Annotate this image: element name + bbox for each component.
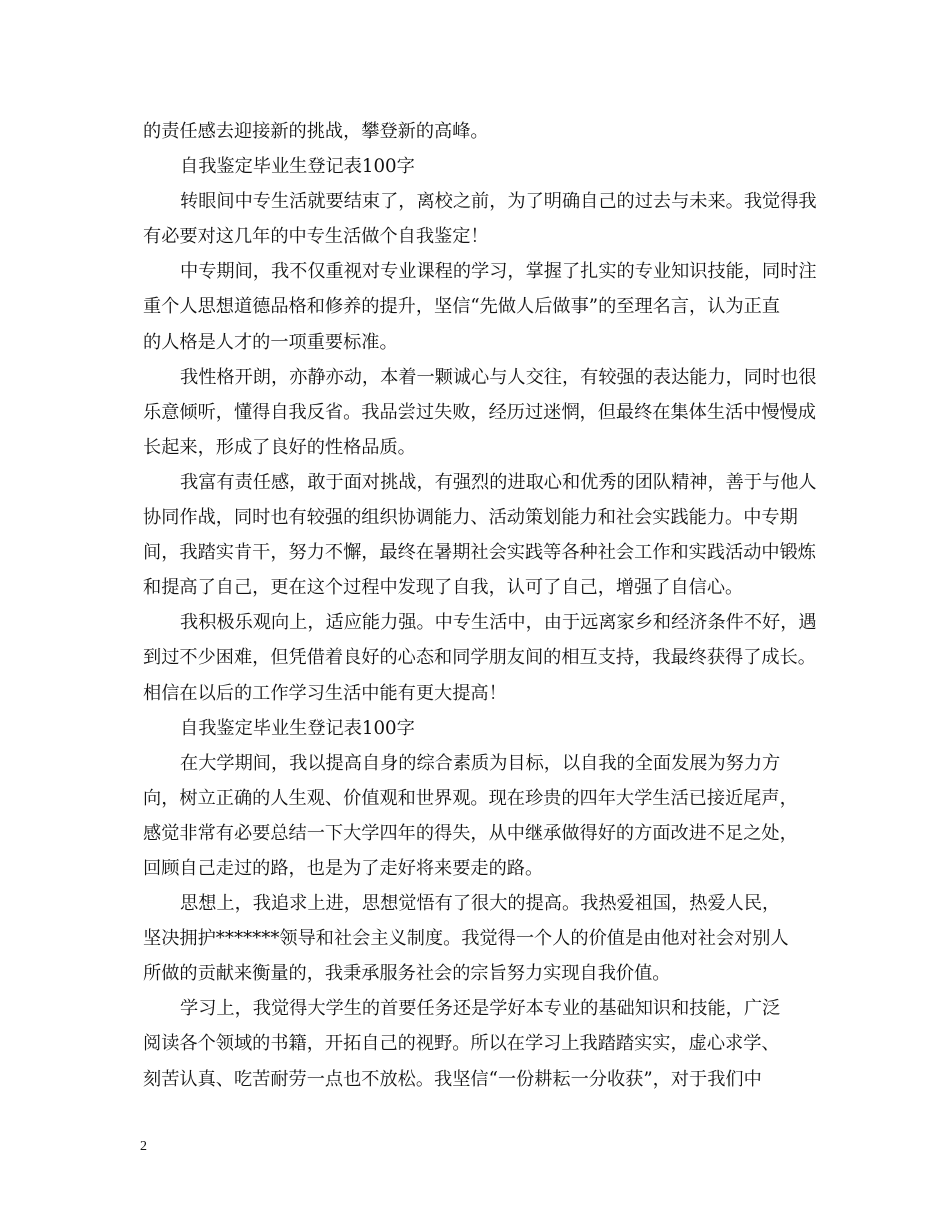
paragraph-line: 重个人思想道德品格和修养的提升，坚信“先做人后做事”的至理名言，认为正直 bbox=[143, 296, 780, 318]
paragraph-line: 中专期间，我不仅重视对专业课程的学习，掌握了扎实的专业知识技能，同时注 bbox=[180, 261, 817, 283]
paragraph-line: 阅读各个领域的书籍，开拓自己的视野。所以在学习上我踏踏实实，虚心求学、 bbox=[143, 1033, 780, 1055]
paragraph-line: 我积极乐观向上，适应能力强。中专生活中，由于远离家乡和经济条件不好，遇 bbox=[180, 612, 817, 634]
paragraph-line: 在大学期间，我以提高自身的综合素质为目标，以自我的全面发展为努力方 bbox=[180, 752, 781, 774]
paragraph-line: 乐意倾听，懂得自我反省。我品尝过失败，经历过迷惘，但最终在集体生活中慢慢成 bbox=[143, 401, 816, 423]
paragraph-line: 学习上，我觉得大学生的首要任务还是学好本专业的基础知识和技能，广泛 bbox=[180, 998, 781, 1020]
paragraph-line: 所做的贡献来衡量的，我秉承服务社会的宗旨努力实现自我价值。 bbox=[143, 963, 671, 985]
paragraph-line: 长起来，形成了良好的性格品质。 bbox=[143, 436, 416, 458]
paragraph-line: 协同作战，同时也有较强的组织协调能力、活动策划能力和社会实践能力。中专期 bbox=[143, 507, 798, 529]
document-body bbox=[143, 114, 817, 1097]
paragraph-line: 间，我踏实肯干，努力不懈，最终在暑期社会实践等各种社会工作和实践活动中锻炼 bbox=[143, 542, 816, 564]
paragraph-line: 有必要对这几年的中专生活做个自我鉴定！ bbox=[143, 226, 489, 248]
section-heading: 自我鉴定毕业生登记表100字 bbox=[180, 717, 415, 739]
paragraph-line: 感觉非常有必要总结一下大学四年的得失，从中继承做得好的方面改进不足之处， bbox=[143, 822, 798, 844]
paragraph-line: 和提高了自己，更在这个过程中发现了自我，认可了自己，增强了自信心。 bbox=[143, 577, 744, 599]
paragraph-line: 我性格开朗，亦静亦动，本着一颗诚心与人交往，有较强的表达能力，同时也很 bbox=[180, 366, 817, 388]
paragraph-line: 到过不少困难，但凭借着良好的心态和同学朋友间的相互支持，我最终获得了成长。 bbox=[143, 647, 816, 669]
text-line: 的责任感去迎接新的挑战，攀登新的高峰。 bbox=[143, 121, 489, 142]
paragraph-line: 坚决拥护*******领导和社会主义制度。我觉得一个人的价值是由他对社会对别人 bbox=[143, 928, 789, 950]
page-number: 2 bbox=[140, 1139, 147, 1154]
paragraph-line: 刻苦认真、吃苦耐劳一点也不放松。我坚信“一份耕耘一分收获”，对于我们中 bbox=[143, 1068, 762, 1090]
paragraph-line: 的人格是人才的一项重要标准。 bbox=[143, 331, 398, 353]
paragraph-line: 我富有责任感，敢于面对挑战，有强烈的进取心和优秀的团队精神，善于与他人 bbox=[180, 471, 817, 493]
section-heading: 自我鉴定毕业生登记表100字 bbox=[180, 156, 415, 178]
paragraph-line: 转眼间中专生活就要结束了，离校之前，为了明确自己的过去与未来。我觉得我 bbox=[180, 191, 817, 213]
paragraph-line: 回顾自己走过的路，也是为了走好将来要走的路。 bbox=[143, 857, 544, 879]
paragraph-line: 思想上，我追求上进，思想觉悟有了很大的提高。我热爱祖国，热爱人民， bbox=[180, 893, 781, 915]
paragraph-line: 向，树立正确的人生观、价值观和世界观。现在珍贵的四年大学生活已接近尾声， bbox=[143, 787, 798, 809]
paragraph-line: 相信在以后的工作学习生活中能有更大提高！ bbox=[143, 682, 507, 704]
